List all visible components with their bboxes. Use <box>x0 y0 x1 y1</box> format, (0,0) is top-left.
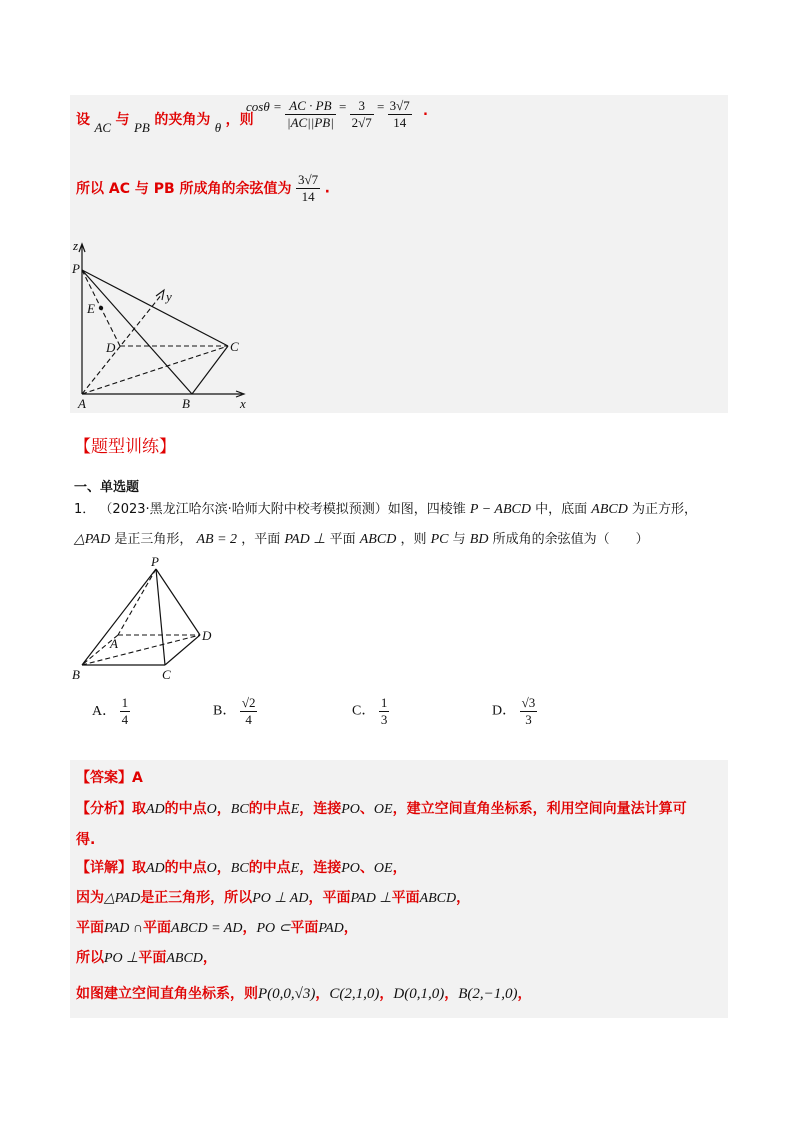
option-d-den: 3 <box>525 712 532 727</box>
option-d-letter: D． <box>492 703 517 719</box>
l4-b: PAD ∩ <box>104 921 144 936</box>
l4-a: 平面 <box>76 920 104 936</box>
l4-g: 平面 <box>290 920 319 936</box>
triangle-pad: △PAD <box>74 532 111 547</box>
l3-tri: △PAD <box>104 891 141 906</box>
l3-pre: 因为 <box>76 890 104 906</box>
option-b[interactable] <box>213 695 257 728</box>
detail-line-3 <box>76 918 358 939</box>
option-c-den: 3 <box>380 712 388 727</box>
detail-pre: 【详解】取 <box>76 860 146 876</box>
bd-line: BD <box>469 532 489 547</box>
text-she: 设 <box>76 112 90 128</box>
conclusion-num: 3√7 <box>298 172 319 187</box>
section-title: 【题型训练】 <box>74 437 176 457</box>
analysis-o: O <box>206 802 217 817</box>
point-E <box>99 306 103 310</box>
question-t2: 为正方形， <box>631 502 697 517</box>
label-P2: P <box>151 555 159 569</box>
l6-a: 如图建立空间直角坐标系，则 <box>76 986 258 1002</box>
l3-b: PO ⊥ AD <box>252 891 309 906</box>
edge-PC <box>82 270 228 346</box>
coordinate-figure <box>70 238 260 413</box>
detail-po: PO <box>341 861 360 876</box>
q-l2-j: 与 <box>452 532 466 547</box>
option-a[interactable] <box>92 695 130 728</box>
analysis-bc: BC <box>230 802 249 817</box>
analysis-po: PO <box>341 802 360 817</box>
l4-f: PO ⊂ <box>256 921 291 936</box>
conclusion-fraction <box>296 172 320 205</box>
detail-comma: ， <box>216 860 231 876</box>
label-E: E <box>87 301 95 316</box>
detail-link: ，连接 <box>299 860 342 876</box>
edge-PD2 <box>156 569 200 635</box>
base-name: ABCD <box>591 502 628 517</box>
edge-PC2 <box>156 569 165 665</box>
l4-h: PAD <box>318 921 344 936</box>
l5-a: 所以 <box>76 950 104 966</box>
option-b-letter: B． <box>213 703 237 719</box>
l6-sep2: ， <box>379 986 394 1002</box>
l5-d: ABCD <box>166 951 203 966</box>
analysis-line-1 <box>76 799 687 820</box>
theta-symbol: θ <box>214 120 222 135</box>
l5-c: 平面 <box>138 950 167 966</box>
cos-fraction <box>285 98 336 131</box>
question-source: （2023·黑龙江哈尔滨·哈师大附中校考模拟预测）如图，四棱锥 <box>99 502 466 517</box>
option-c-fraction <box>379 695 390 728</box>
edge-BC <box>192 346 228 394</box>
l3-g: ， <box>456 890 471 906</box>
option-c-letter: C． <box>352 703 376 719</box>
detail-sep: 、 <box>359 860 374 876</box>
edge-AC <box>82 346 228 394</box>
detail-mid1: 的中点 <box>164 860 207 876</box>
analysis-rest: ，建立空间直角坐标系，利用空间向量法计算可 <box>392 801 687 817</box>
cos-denominator: |AC||PB| <box>287 115 334 130</box>
option-c-num: 1 <box>380 695 388 710</box>
option-a-letter: A． <box>92 703 117 719</box>
text-then: ，则 <box>225 112 254 128</box>
option-d-num: √3 <box>521 695 536 710</box>
label-D2: D <box>202 628 212 643</box>
l4-c: 平面 <box>143 920 172 936</box>
vector-ac: AC <box>94 120 112 135</box>
l4-d: ABCD = AD <box>171 921 243 936</box>
option-d-fraction <box>520 695 538 728</box>
l3-a: 是正三角形，所以 <box>140 890 253 906</box>
solution-line-1 <box>76 110 254 150</box>
option-c[interactable] <box>352 695 389 728</box>
fraction-2-num: 3√7 <box>389 98 410 113</box>
edge-PB2 <box>82 569 156 665</box>
l3-f: ABCD <box>419 891 457 906</box>
fraction-1-num: 3 <box>350 98 374 115</box>
analysis-e: E <box>290 802 300 817</box>
detail-e: E <box>290 861 300 876</box>
option-a-den: 4 <box>121 712 129 727</box>
coord-B: B(2,−1,0) <box>458 986 518 1002</box>
edge-CD2 <box>165 635 200 665</box>
question-line-1 <box>74 498 697 518</box>
l6-sep1: ， <box>315 986 330 1002</box>
y-axis-arrow <box>156 290 164 300</box>
analysis-link: ，连接 <box>299 801 342 817</box>
end-dot: . <box>423 104 428 120</box>
detail-line-2 <box>76 888 470 909</box>
label-A: A <box>78 396 86 411</box>
l3-c: ，平面 <box>308 890 351 906</box>
text-angle: 的夹角为 <box>154 112 211 128</box>
l5-b: PO ⊥ <box>104 951 139 966</box>
detail-ad: AD <box>146 861 165 876</box>
label-P: P <box>72 261 80 276</box>
edge-PA2 <box>118 569 156 635</box>
question-t1: 中，底面 <box>535 502 588 517</box>
analysis-oe: OE <box>373 802 393 817</box>
q-l2-l: 所成角的余弦值为（ ） <box>492 532 649 547</box>
label-B: B <box>182 396 190 411</box>
coord-C: C(2,1,0) <box>329 986 380 1002</box>
cos-formula <box>246 98 428 148</box>
analysis-sep: 、 <box>359 801 374 817</box>
equals-2: = <box>377 99 385 115</box>
conclusion-end: . <box>324 180 330 197</box>
option-b-num: √2 <box>241 695 256 710</box>
detail-o: O <box>206 861 217 876</box>
detail-oe: OE <box>373 861 393 876</box>
pyramid-name: P − ABCD <box>469 502 531 517</box>
label-y: y <box>166 289 172 304</box>
cos-numerator: AC · PB <box>285 98 336 115</box>
q-l2-b: 是正三角形， <box>114 532 193 547</box>
fraction-2-den: 14 <box>393 115 407 130</box>
fraction-1 <box>350 98 374 131</box>
vector-pb: PB <box>133 120 150 135</box>
equals-1: = <box>339 99 347 115</box>
fraction-1-den: 2√7 <box>351 115 372 130</box>
part-title: 一、单选题 <box>74 480 140 495</box>
pad-perp: PAD ⊥ <box>284 532 326 547</box>
l3-d: PAD ⊥ <box>350 891 392 906</box>
analysis-mid1: 的中点 <box>164 801 207 817</box>
question-line-2 <box>74 528 649 548</box>
ab-eq: AB = 2 <box>196 532 238 547</box>
l6-sep4: ， <box>517 986 532 1002</box>
solution-line-2 <box>76 172 330 205</box>
option-d[interactable] <box>492 695 537 728</box>
detail-line-1 <box>76 858 407 879</box>
abcd-plane: ABCD <box>359 532 397 547</box>
analysis-mid2: 的中点 <box>248 801 291 817</box>
text-yu: 与 <box>115 112 130 128</box>
detail-end: ， <box>392 860 407 876</box>
l6-sep3: ， <box>444 986 459 1002</box>
analysis-pre: 【分析】取 <box>76 801 146 817</box>
l5-e: ， <box>202 950 217 966</box>
analysis-ad: AD <box>146 802 165 817</box>
detail-mid2: 的中点 <box>248 860 291 876</box>
label-C: C <box>230 339 239 354</box>
detail-line-5 <box>76 984 532 1004</box>
label-C2: C <box>162 667 171 682</box>
q-l2-f: 平面 <box>329 532 356 547</box>
analysis-comma: ， <box>216 801 231 817</box>
label-B2: B <box>72 667 80 682</box>
pyramid-figure <box>70 555 220 685</box>
question-number: 1． <box>74 502 96 517</box>
option-b-den: 4 <box>245 712 252 727</box>
conclusion-den: 14 <box>301 189 315 204</box>
analysis-line-2: 得. <box>76 832 96 848</box>
l4-i: ， <box>343 920 358 936</box>
option-a-fraction <box>120 695 131 728</box>
conclusion-text: 所以 AC 与 PB 所成角的余弦值为 <box>76 180 292 197</box>
l3-e: 平面 <box>391 890 420 906</box>
fraction-2 <box>388 98 412 131</box>
option-b-fraction <box>240 695 258 728</box>
label-A2: A <box>110 636 118 651</box>
coord-D: D(0,1,0) <box>393 986 445 1002</box>
coord-P: P(0,0,√3) <box>258 986 316 1002</box>
label-z: z <box>73 238 79 253</box>
pc-line: PC <box>430 532 449 547</box>
q-l2-d: ，平面 <box>241 532 281 547</box>
detail-line-4 <box>76 948 217 969</box>
l4-e: ， <box>242 920 257 936</box>
detail-bc: BC <box>230 861 249 876</box>
answer-label: 【答案】A <box>76 770 143 786</box>
q-l2-h: ，则 <box>400 532 427 547</box>
option-a-num: 1 <box>121 695 129 710</box>
label-x: x <box>240 396 246 411</box>
label-D: D <box>106 340 116 355</box>
cos-lhs: cosθ = <box>246 99 282 115</box>
